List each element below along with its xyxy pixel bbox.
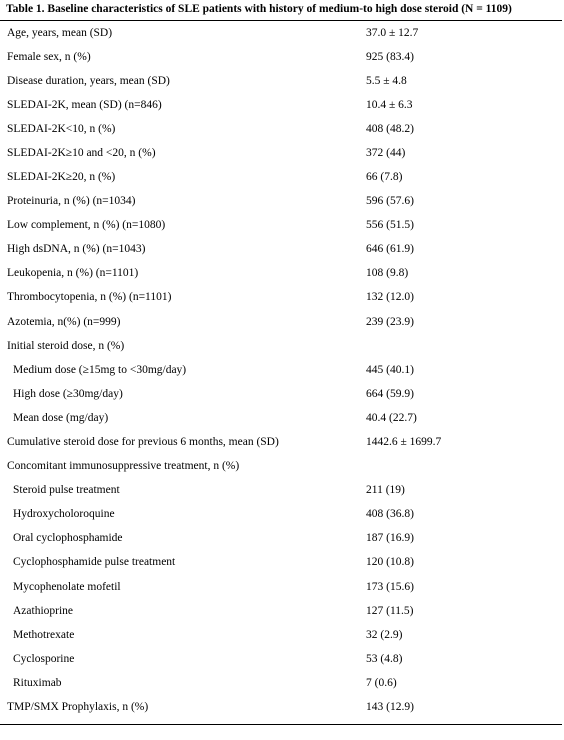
- row-label: Thrombocytopenia, n (%) (n=1101): [7, 291, 172, 304]
- row-value: 1442.6 ± 1699.7: [366, 436, 442, 448]
- row-value: 127 (11.5): [366, 604, 414, 617]
- table-row: [0, 406, 564, 430]
- table-row: [0, 117, 564, 141]
- row-label: SLEDAI-2K, mean (SD) (n=846): [7, 98, 162, 111]
- row-value: 7 (0.6): [366, 676, 397, 689]
- row-label: Steroid pulse treatment: [13, 484, 120, 497]
- row-value: 66 (7.8): [366, 170, 403, 183]
- row-label: Azotemia, n(%) (n=999): [7, 315, 121, 328]
- row-label: Methotrexate: [13, 628, 75, 641]
- table-row: [0, 334, 564, 358]
- row-value: 925 (83.4): [366, 50, 414, 63]
- table-row: [0, 454, 564, 478]
- row-value: 5.5 ± 4.8: [366, 74, 407, 87]
- row-value: 445 (40.1): [366, 363, 414, 376]
- row-label: Age, years, mean (SD): [7, 27, 113, 39]
- row-value: 664 (59.9): [366, 387, 414, 400]
- table-row: [0, 213, 564, 237]
- table-row: [0, 285, 564, 309]
- table-row: [0, 310, 564, 334]
- row-value: 120 (10.8): [366, 556, 414, 569]
- row-value: 408 (48.2): [366, 122, 414, 135]
- row-label: High dsDNA, n (%) (n=1043): [7, 243, 146, 256]
- row-value: 143 (12.9): [366, 701, 414, 714]
- row-value: 556 (51.5): [366, 219, 414, 232]
- table-row: [0, 502, 564, 526]
- table-row: [0, 141, 564, 165]
- table-row: [0, 382, 564, 406]
- row-value: 132 (12.0): [366, 291, 414, 304]
- row-value: 372 (44): [366, 146, 406, 159]
- row-value: 211 (19): [366, 484, 405, 497]
- table-top-rule: [0, 20, 562, 21]
- row-value: 53 (4.8): [366, 652, 403, 665]
- row-label: Female sex, n (%): [7, 50, 91, 63]
- row-label: Cumulative steroid dose for previous 6 months, mean (SD): [7, 436, 279, 448]
- table-row: [0, 526, 564, 550]
- row-value: 32 (2.9): [366, 628, 403, 641]
- table-row: [0, 623, 564, 647]
- table-row: [0, 599, 564, 623]
- row-label: Oral cyclophosphamide: [13, 532, 123, 545]
- row-label: Initial steroid dose, n (%): [7, 339, 125, 352]
- table-row: [0, 358, 564, 382]
- row-value: 10.4 ± 6.3: [366, 98, 413, 111]
- row-label: Rituximab: [13, 676, 62, 689]
- table-row: [0, 261, 564, 285]
- table-row: [0, 647, 564, 671]
- table-row: [0, 237, 564, 261]
- table-row: [0, 695, 564, 719]
- row-label: TMP/SMX Prophylaxis, n (%): [7, 701, 149, 714]
- table-row: [0, 550, 564, 574]
- row-label: SLEDAI-2K<10, n (%): [7, 122, 116, 135]
- row-label: Cyclophosphamide pulse treatment: [13, 556, 176, 569]
- table-title: Table 1. Baseline characteristics of SLE patients with history of medium-to high dose steroid (N = 1109): [6, 3, 512, 15]
- table-row: [0, 575, 564, 599]
- row-label: Concomitant immunosuppressive treatment, n (%): [7, 460, 240, 473]
- row-label: SLEDAI-2K≥10 and <20, n (%): [7, 146, 156, 159]
- row-label: Mean dose (mg/day): [13, 411, 109, 424]
- table-bottom-rule: [0, 724, 562, 725]
- table-row: [0, 671, 564, 695]
- row-value: 173 (15.6): [366, 580, 414, 593]
- row-value: 408 (36.8): [366, 508, 414, 521]
- table-row: [0, 189, 564, 213]
- row-label: Medium dose (≥15mg to <30mg/day): [13, 363, 187, 376]
- row-value: 108 (9.8): [366, 267, 409, 280]
- table-row: [0, 430, 564, 454]
- table-row: [0, 23, 564, 45]
- row-label: Disease duration, years, mean (SD): [7, 74, 170, 87]
- table-body: [0, 23, 564, 719]
- row-value: 40.4 (22.7): [366, 411, 417, 424]
- row-value: 239 (23.9): [366, 315, 414, 328]
- row-label: Cyclosporine: [13, 652, 75, 665]
- row-value: 646 (61.9): [366, 243, 414, 256]
- row-label: SLEDAI-2K≥20, n (%): [7, 170, 116, 183]
- row-value: 187 (16.9): [366, 532, 414, 545]
- row-label: Low complement, n (%) (n=1080): [7, 219, 166, 232]
- row-label: Hydroxycholoroquine: [13, 508, 115, 521]
- table-row: [0, 69, 564, 93]
- row-label: Mycophenolate mofetil: [13, 580, 121, 593]
- row-label: Proteinuria, n (%) (n=1034): [7, 195, 136, 208]
- table-row: [0, 165, 564, 189]
- row-value: 596 (57.6): [366, 195, 414, 208]
- table-row: [0, 93, 564, 117]
- row-label: Azathioprine: [13, 604, 74, 617]
- table-row: [0, 478, 564, 502]
- row-label: High dose (≥30mg/day): [13, 387, 123, 400]
- row-value: 37.0 ± 12.7: [366, 27, 419, 39]
- row-label: Leukopenia, n (%) (n=1101): [7, 267, 139, 280]
- table-row: [0, 45, 564, 69]
